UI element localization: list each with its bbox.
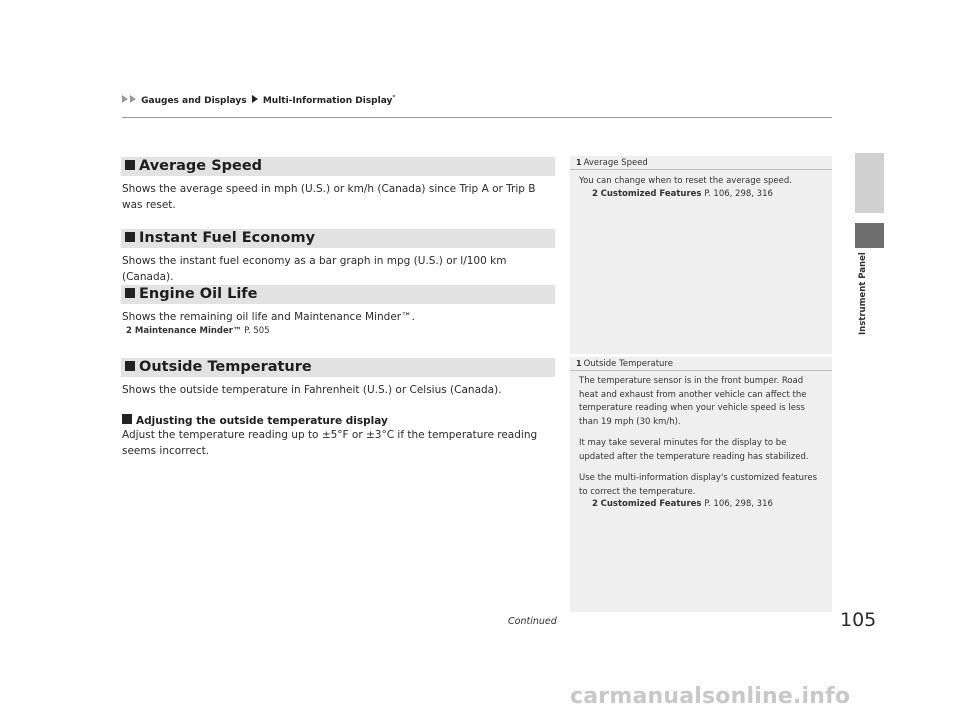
section-title: Outside Temperature: [139, 359, 312, 375]
engine-oil-body: Shows the remaining oil life and Maintenance Minder™.: [122, 311, 415, 323]
outside-temp-body: Shows the outside temperature in Fahrenheit (U.S.) or Celsius (Canada).: [122, 384, 502, 396]
section-heading-outside-temperature: [121, 358, 555, 377]
cross-reference-customized-features[interactable]: [570, 499, 832, 509]
breadcrumb-item-mid[interactable]: Multi-Information Display: [262, 96, 393, 106]
reference-page: P. 505: [244, 326, 270, 336]
header-rule: [122, 117, 832, 118]
square-bullet-icon: [125, 288, 135, 298]
sidebar-note-title-text: Average Speed: [583, 158, 648, 168]
section-heading-average-speed: [121, 157, 555, 176]
section-title: Engine Oil Life: [139, 286, 258, 302]
sidebar-note-outside-temperature: [570, 357, 832, 612]
square-bullet-icon: [125, 232, 135, 242]
chapter-tab-marker: [855, 223, 884, 248]
instant-fuel-body: Shows the instant fuel economy as a bar graph in mpg (U.S.) or l/100 km (Canada).: [122, 255, 507, 283]
chapter-tab-label[interactable]: [858, 252, 872, 335]
subsection-title: Adjusting the outside temperature display: [136, 415, 388, 427]
section-title: Average Speed: [139, 158, 263, 174]
reference-arrow-icon: 2: [592, 188, 598, 199]
reference-arrow-icon: 2: [126, 326, 132, 336]
page-number: 105: [840, 609, 877, 631]
reference-arrow-icon: 2: [592, 499, 598, 509]
square-bullet-icon: [122, 414, 132, 424]
watermark-logo: carmanualsonline.info: [570, 684, 851, 709]
square-bullet-icon: [125, 160, 135, 170]
continued-label: Continued: [508, 616, 557, 627]
note-marker-icon: 1: [576, 359, 582, 368]
sidebar-note-title-text: Outside Temperature: [583, 359, 673, 369]
breadcrumb-arrow-icon: [130, 95, 136, 103]
sidebar-note-text: You can change when to reset the average speed.: [579, 176, 792, 186]
sidebar-note-paragraph: The temperature sensor is in the front bumper. Road heat and exhaust from another vehicle can affect the temperature reading when your vehicle speed is less than 19 mph (30 km/h).: [579, 376, 807, 427]
breadcrumb-marker: *: [392, 94, 396, 101]
average-speed-body: Shows the average speed in mph (U.S.) or km/h (Canada) since Trip A or Trip B was reset.: [122, 183, 536, 211]
reference-title: Maintenance Minder™: [134, 326, 242, 336]
square-bullet-icon: [125, 361, 135, 371]
cross-reference-maintenance-minder[interactable]: [126, 326, 270, 336]
section-heading-engine-oil-life: [121, 285, 555, 304]
section-title: Instant Fuel Economy: [139, 230, 316, 246]
breadcrumb-arrow-icon: [122, 95, 128, 103]
reference-pages: P. 106, 298, 316: [704, 499, 773, 509]
note-marker-icon: 1: [576, 158, 582, 167]
sidebar-note-title: [570, 156, 832, 170]
breadcrumb-item-gauges[interactable]: Gauges and Displays: [141, 96, 247, 106]
sidebar-note-average-speed: [570, 156, 832, 354]
reference-title: Customized Features: [600, 188, 702, 199]
chapter-tab-block: [855, 153, 884, 213]
reference-pages: P. 106, 298, 316: [704, 188, 773, 199]
reference-title: Customized Features: [600, 499, 702, 509]
subsection-heading-adjusting-temp: [122, 414, 388, 427]
sidebar-note-paragraph: Use the multi-information display's customized features to correct the temperature.: [579, 473, 817, 497]
cross-reference-customized-features[interactable]: [570, 189, 832, 199]
adjusting-temp-body: Adjust the temperature reading up to ±5°F or ±3°C if the temperature reading seems incorrect.: [122, 429, 538, 457]
breadcrumb-separator-icon: [252, 95, 258, 103]
chapter-tab-text: Instrument Panel: [858, 252, 868, 335]
section-heading-instant-fuel-economy: [121, 229, 555, 248]
sidebar-note-paragraph: It may take several minutes for the display to be updated after the temperature reading has stabilized.: [579, 438, 809, 462]
breadcrumb: [122, 94, 395, 106]
sidebar-note-title: [570, 357, 832, 371]
